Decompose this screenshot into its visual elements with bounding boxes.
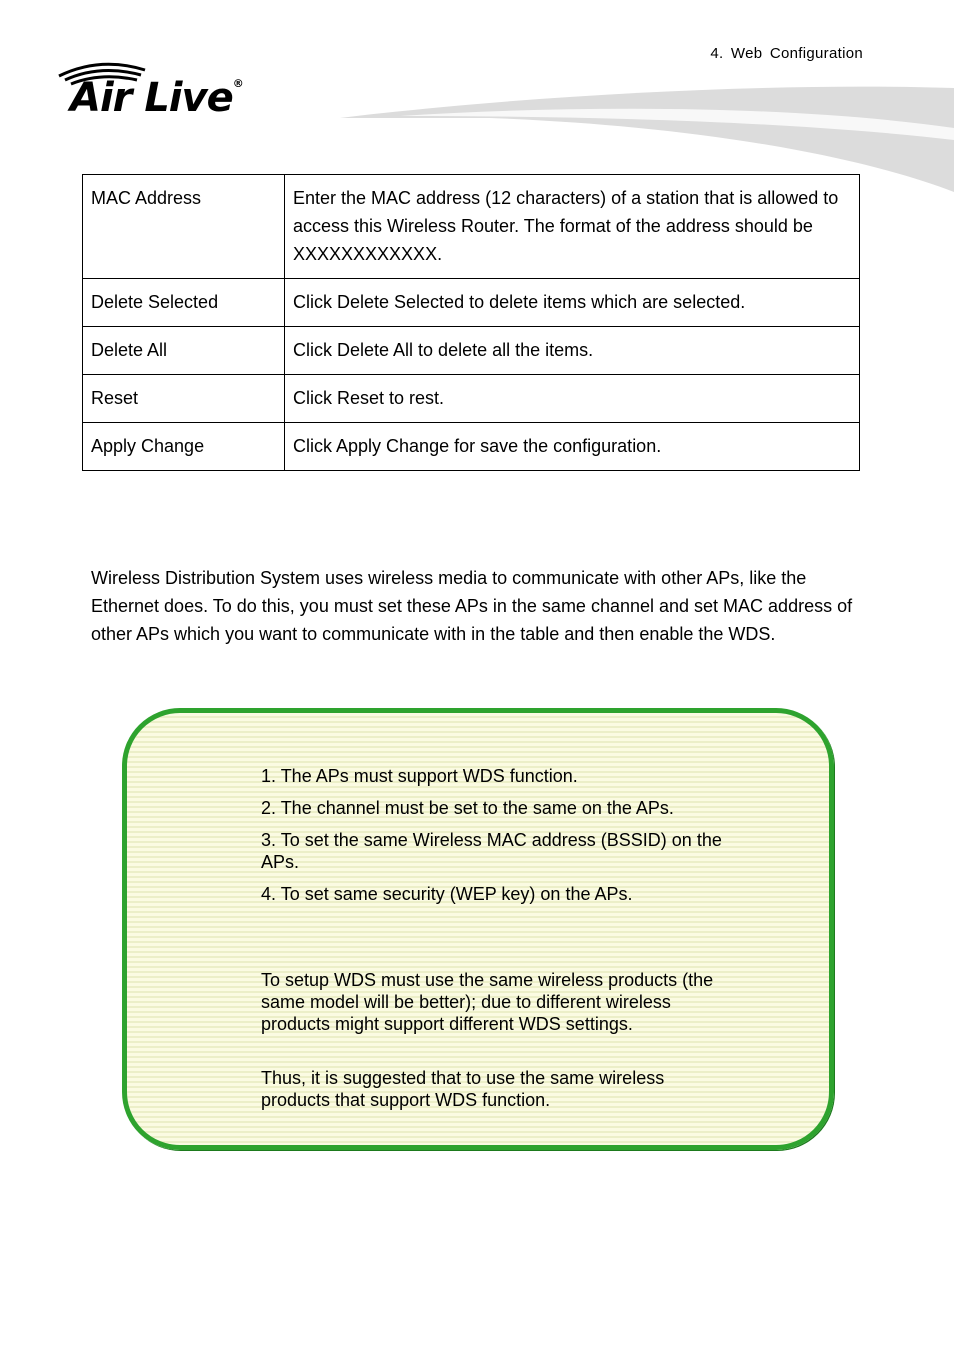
note-paragraph: To setup WDS must use the same wireless products (the same model will be better); due to different wireless products might support different WDS settings. [261, 970, 714, 1034]
param-description: Click Delete All to delete all the items. [285, 327, 860, 375]
list-item: 2. The channel must be set to the same on the APs. [261, 798, 674, 818]
table-row [83, 375, 860, 423]
param-description: Enter the MAC address (12 characters) of a station that is allowed to access this Wireless Router. The format of the address should be XXXXXXXXXXXX. [285, 175, 860, 279]
param-description: Click Reset to rest. [285, 375, 860, 423]
param-name: Reset [83, 375, 285, 423]
wds-intro-paragraph: Wireless Distribution System uses wireless media to communicate with other APs, like the Ethernet does. To do this, you must set these APs in the same channel and set MAC address of other APs which you want to communicate with in the table and then enable the WDS. [91, 568, 853, 644]
table-row [83, 327, 860, 375]
wds-note-box [122, 708, 834, 1150]
list-item: 3. To set the same Wireless MAC address (BSSID) on the APs. [261, 830, 722, 872]
airlive-logo [55, 60, 285, 126]
list-item: 1. The APs must support WDS function. [261, 766, 578, 786]
requirements-list [261, 765, 741, 915]
param-description: Click Apply Change for save the configuration. [285, 423, 860, 471]
param-name: Delete All [83, 327, 285, 375]
param-description: Click Delete Selected to delete items which are selected. [285, 279, 860, 327]
logo-text: Air Live [70, 75, 233, 121]
param-name: Apply Change [83, 423, 285, 471]
logo-wordmark [70, 75, 243, 121]
param-name: Delete Selected [83, 279, 285, 327]
chapter-header: 4. Web Configuration [710, 45, 863, 62]
param-name: MAC Address [83, 175, 285, 279]
registered-mark: ® [232, 77, 243, 90]
list-item: 4. To set same security (WEP key) on the APs. [261, 884, 633, 904]
parameter-table [82, 174, 860, 471]
table-row [83, 279, 860, 327]
table-row [83, 175, 860, 279]
table-row [83, 423, 860, 471]
note-paragraph: Thus, it is suggested that to use the same wireless products that support WDS function. [261, 1068, 665, 1110]
